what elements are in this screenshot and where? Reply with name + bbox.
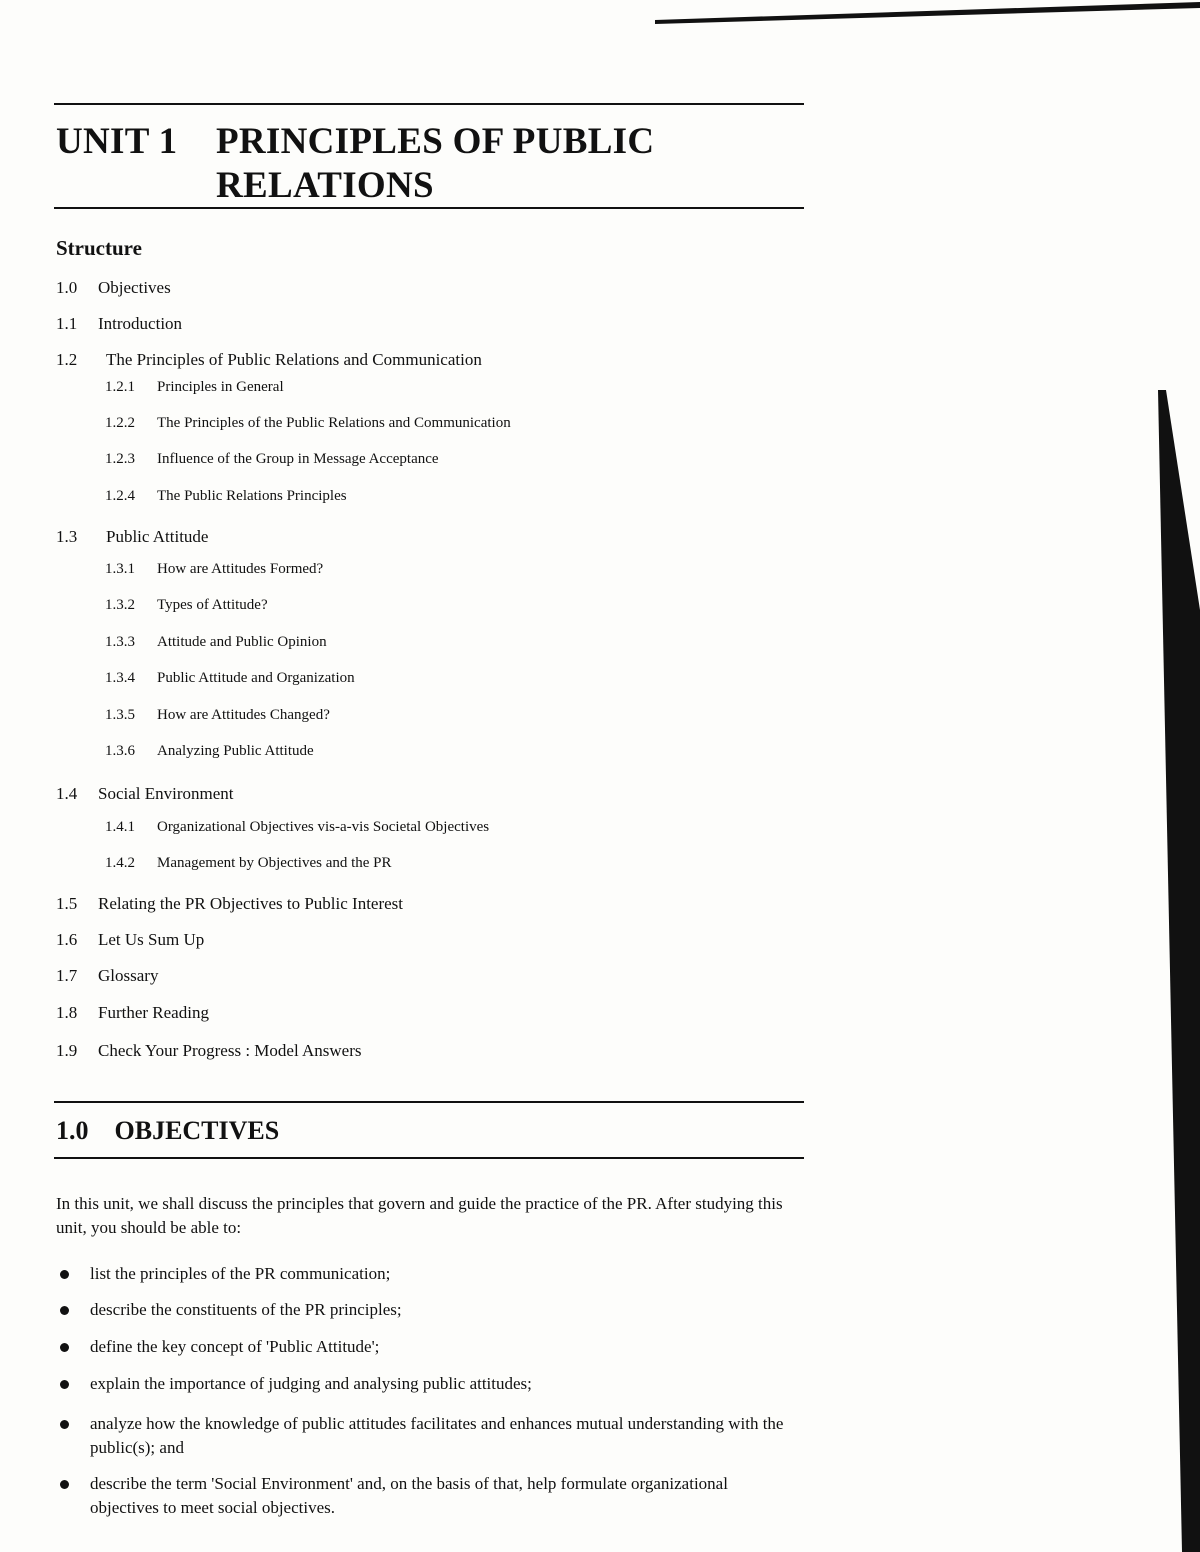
scan-edge-bar-right xyxy=(1152,390,1200,1552)
toc-number: 1.3 xyxy=(56,527,78,546)
toc-number: 1.3.5 xyxy=(105,707,135,723)
toc-text: Social Environment xyxy=(98,784,234,803)
toc-subitem xyxy=(105,449,439,469)
toc-subitem xyxy=(105,705,330,725)
toc-item xyxy=(56,527,208,547)
toc-text: Analyzing Public Attitude xyxy=(157,743,314,759)
toc-item xyxy=(56,1003,209,1023)
toc-subitem xyxy=(105,817,489,837)
bullet-dot-icon xyxy=(60,1343,69,1352)
toc-text: How are Attitudes Changed? xyxy=(157,707,330,723)
toc-number: 1.7 xyxy=(56,966,78,985)
toc-number: 1.1 xyxy=(56,314,78,333)
toc-text: Principles in General xyxy=(157,379,284,395)
section-number: 1.0 xyxy=(56,1116,89,1145)
toc-item xyxy=(56,1041,362,1061)
toc-number: 1.8 xyxy=(56,1003,78,1022)
bullet-dot-icon xyxy=(60,1380,69,1389)
toc-text: Check Your Progress : Model Answers xyxy=(98,1041,362,1060)
toc-text: Let Us Sum Up xyxy=(98,930,205,949)
toc-item xyxy=(56,966,158,986)
toc-text: Public Attitude and Organization xyxy=(157,670,355,686)
section-rule-top xyxy=(54,1101,804,1103)
toc-number: 1.3.4 xyxy=(105,670,135,686)
bullet-dot-icon xyxy=(60,1420,69,1429)
toc-subitem xyxy=(105,595,268,615)
toc-text: Public Attitude xyxy=(106,527,209,546)
bullet-dot-icon xyxy=(60,1480,69,1489)
header-rule-top xyxy=(54,103,804,105)
scan-edge-bar-top xyxy=(655,0,1200,28)
toc-subitem xyxy=(105,741,314,761)
section-rule-bottom xyxy=(54,1157,804,1159)
toc-subitem xyxy=(105,486,347,506)
objective-text: list the principles of the PR communication; xyxy=(90,1264,391,1283)
toc-number: 1.4.1 xyxy=(105,819,135,835)
toc-text: The Public Relations Principles xyxy=(157,488,347,504)
toc-number: 1.3.3 xyxy=(105,634,135,650)
toc-item xyxy=(56,894,403,914)
toc-text: How are Attitudes Formed? xyxy=(157,561,324,577)
toc-text: Introduction xyxy=(98,314,183,333)
toc-subitem xyxy=(105,377,284,397)
toc-text: Organizational Objectives vis-a-vis Societal Objectives xyxy=(157,819,490,835)
section-title: OBJECTIVES xyxy=(114,1116,280,1145)
toc-subitem xyxy=(105,668,355,688)
objective-text: define the key concept of 'Public Attitude'; xyxy=(90,1337,380,1356)
toc-number: 1.3.1 xyxy=(105,561,135,577)
toc-text: Relating the PR Objectives to Public Interest xyxy=(98,894,404,913)
objective-text: analyze how the knowledge of public attitudes facilitates and enhances mutual understanding with the public(s); and xyxy=(90,1414,784,1457)
toc-subitem xyxy=(105,559,323,579)
toc-number: 1.2.4 xyxy=(105,488,135,504)
objectives-intro: In this unit, we shall discuss the principles that govern and guide the practice of the PR. After studying this unit, you should be able to: xyxy=(56,1194,783,1237)
toc-number: 1.2.2 xyxy=(105,415,135,431)
bullet-dot-icon xyxy=(60,1306,69,1315)
toc-text: Glossary xyxy=(98,966,159,985)
toc-item xyxy=(56,278,171,298)
toc-item xyxy=(56,350,482,370)
unit-name: PRINCIPLES OF PUBLIC RELATIONS xyxy=(216,121,655,206)
toc-item xyxy=(56,784,234,804)
toc-number: 1.0 xyxy=(56,278,78,297)
toc-text: Types of Attitude? xyxy=(157,597,268,613)
section-heading xyxy=(56,1116,279,1146)
toc-text: Further Reading xyxy=(98,1003,209,1022)
objective-text: explain the importance of judging and analysing public attitudes; xyxy=(90,1374,532,1393)
toc-number: 1.3.6 xyxy=(105,743,135,759)
toc-subitem xyxy=(105,853,392,873)
unit-label: UNIT 1 xyxy=(56,121,178,162)
toc-number: 1.5 xyxy=(56,894,78,913)
toc-text: The Principles of Public Relations and Communication xyxy=(106,350,482,369)
toc-number: 1.6 xyxy=(56,930,78,949)
toc-number: 1.4 xyxy=(56,784,78,803)
toc-item xyxy=(56,930,204,950)
bullet-dot-icon xyxy=(60,1270,69,1279)
toc-text: Management by Objectives and the PR xyxy=(157,855,392,871)
objective-text: describe the term 'Social Environment' and, on the basis of that, help formulate organizational objectives to meet social objectives. xyxy=(90,1474,728,1517)
toc-text: Attitude and Public Opinion xyxy=(157,634,327,650)
toc-number: 1.2 xyxy=(56,350,78,369)
toc-number: 1.9 xyxy=(56,1041,78,1060)
toc-number: 1.3.2 xyxy=(105,597,135,613)
toc-text: Objectives xyxy=(98,278,171,297)
toc-number: 1.2.1 xyxy=(105,379,135,395)
toc-text: The Principles of the Public Relations and Communication xyxy=(157,415,511,431)
toc-number: 1.2.3 xyxy=(105,451,135,467)
toc-item xyxy=(56,314,182,334)
toc-number: 1.4.2 xyxy=(105,855,135,871)
objective-text: describe the constituents of the PR principles; xyxy=(90,1300,402,1319)
toc-subitem xyxy=(105,632,327,652)
structure-heading: Structure xyxy=(56,236,142,260)
toc-text: Influence of the Group in Message Acceptance xyxy=(157,451,439,467)
toc-subitem xyxy=(105,413,511,433)
